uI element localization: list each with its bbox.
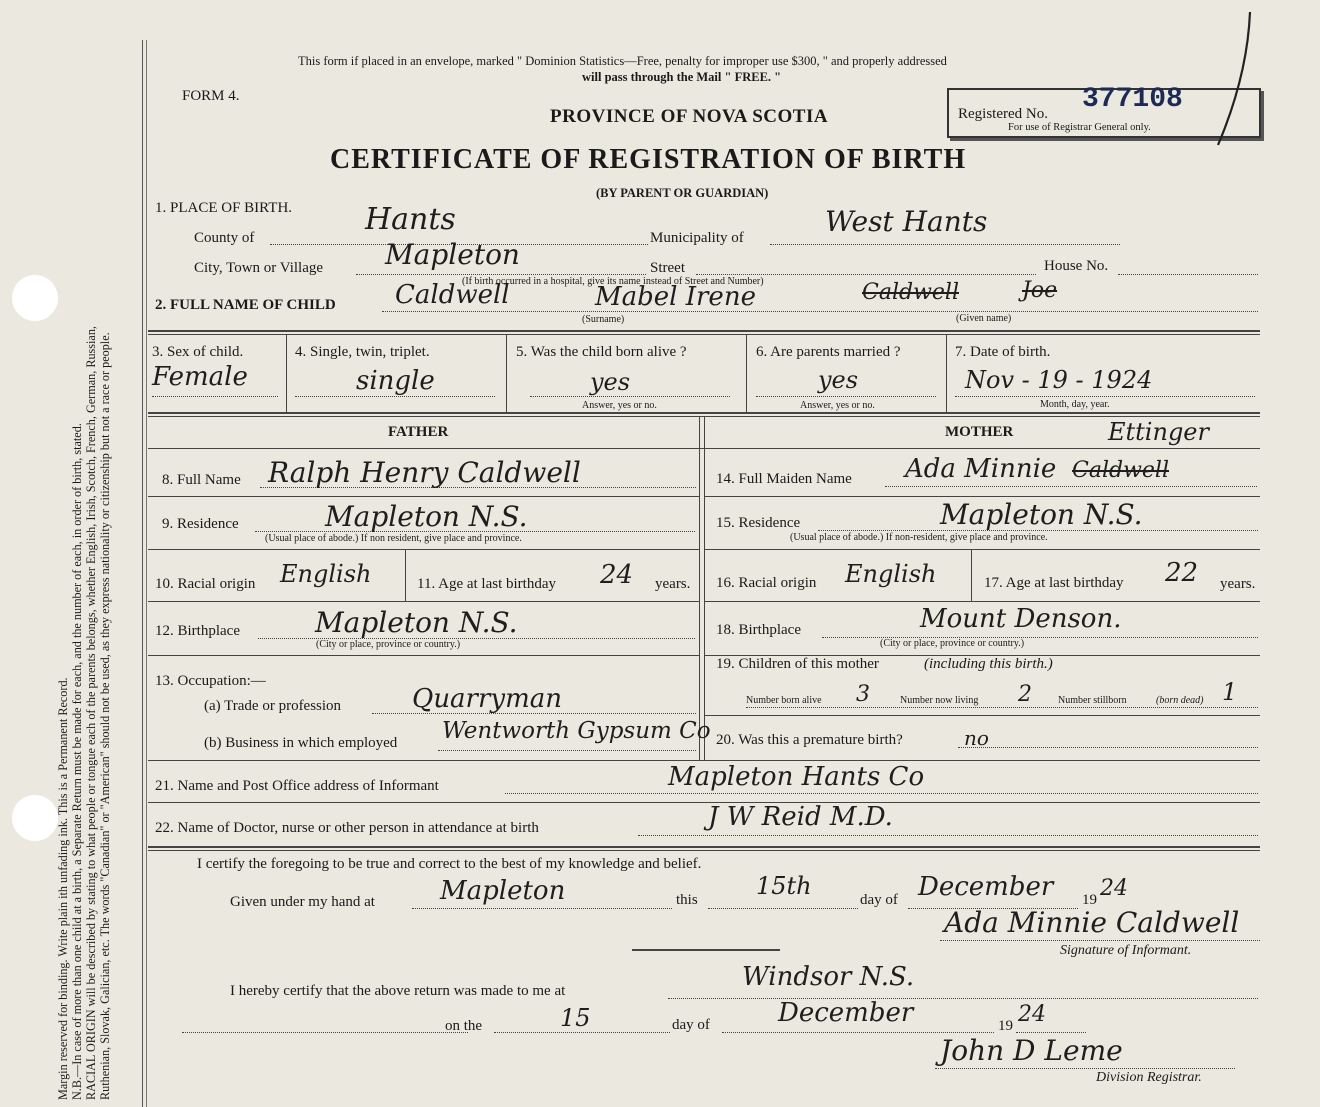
certificate-subtitle: (BY PARENT OR GUARDIAN)	[596, 186, 769, 200]
binding-hole-bottom	[12, 795, 58, 841]
father-age-divider	[405, 549, 406, 601]
margin-rule-inner	[146, 40, 147, 1107]
father-years: years.	[655, 576, 691, 592]
year2-rule	[1016, 1032, 1086, 1033]
stillborn-label: Number stillborn	[1058, 695, 1127, 706]
father-racial-label: 10. Racial origin	[155, 576, 256, 592]
mother-age-divider	[971, 549, 972, 601]
mother-birthplace: Mount Denson.	[920, 604, 1122, 634]
certificate-title: CERTIFICATE OF REGISTRATION OF BIRTH	[330, 144, 967, 175]
mother-maiden-note: Ettinger	[1108, 418, 1209, 446]
margin-line-1: Margin reserved for binding. Write plain ith unfading ink. This is a Permanent Record.	[56, 677, 70, 1100]
binding-hole-top	[12, 275, 58, 321]
father-residence-label: 9. Residence	[162, 516, 239, 532]
year2-value: 24	[1018, 1002, 1046, 1027]
municipality-value: West Hants	[825, 205, 988, 238]
city-rule	[356, 274, 646, 275]
sex-value: Female	[152, 362, 248, 392]
row3-divider-4	[946, 334, 947, 412]
stillborn-value: 1	[1222, 678, 1238, 706]
mother-residence-label: 15. Residence	[716, 515, 801, 531]
row3-divider-1	[286, 334, 287, 412]
county-value: Hants	[365, 202, 456, 237]
month2-value: December	[778, 998, 914, 1028]
given-note: (Given name)	[956, 313, 1012, 324]
child-surname: Caldwell	[395, 280, 510, 310]
father-birthplace-label: 12. Birthplace	[155, 623, 240, 639]
month-value: December	[918, 872, 1054, 902]
row3-divider-3	[746, 334, 747, 412]
pen-stroke-mark	[1210, 10, 1260, 150]
child-name-label: 2. FULL NAME OF CHILD	[155, 297, 336, 313]
street-label: Street	[650, 260, 685, 276]
twin-value: single	[356, 366, 435, 396]
mother-residence-note: (Usual place of abode.) If non-resident, give place and province.	[790, 532, 1048, 543]
mother-racial: English	[845, 560, 937, 588]
born-alive-value: 3	[856, 682, 870, 707]
parents-divider-a	[699, 416, 700, 760]
rule-informant	[148, 802, 1260, 803]
living-value: 2	[1018, 682, 1032, 707]
sex-label: 3. Sex of child.	[152, 344, 244, 360]
mother-name-struck: Caldwell	[1072, 458, 1169, 483]
on-the-lead-rule	[182, 1032, 468, 1033]
day-of2-label: day of	[672, 1017, 710, 1033]
twin-rule	[295, 396, 495, 397]
doctor-label: 22. Name of Doctor, nurse or other person in attendance at birth	[155, 820, 539, 836]
father-racial: English	[280, 560, 372, 588]
registrar-rule	[935, 1068, 1235, 1069]
child-struck-short: Joe	[1022, 278, 1058, 303]
informant-signature: Ada Minnie Caldwell	[944, 906, 1240, 939]
mail-note-1: This form if placed in an envelope, marked " Dominion Statistics—Free, penalty for improper use $300, " and properly addressed	[298, 54, 947, 68]
day2-value: 15	[560, 1004, 591, 1032]
registrar-note: For use of Registrar General only.	[1008, 122, 1151, 133]
business-rule	[438, 750, 696, 751]
mother-name: Ada Minnie	[905, 454, 1057, 484]
mother-age-label: 17. Age at last birthday	[984, 575, 1124, 591]
mother-birthplace-label: 18. Birthplace	[716, 622, 801, 638]
margin-line-2: N.B.—In case of more than one child at a birth, a Separate Return must be made for each, and the number of each, in order of birth, stated.	[70, 423, 84, 1100]
year-prefix2: 19	[998, 1018, 1013, 1034]
row3-divider-2	[506, 334, 507, 412]
child-struck-name: Caldwell	[862, 280, 959, 305]
business-value: Wentworth Gypsum Co	[442, 718, 711, 744]
registrar-signature: John D Leme	[940, 1034, 1123, 1067]
rule-row3-top	[148, 330, 1260, 332]
day2-rule	[494, 1032, 670, 1033]
rule-mother-5	[704, 715, 1260, 716]
surname-note: (Surname)	[582, 314, 625, 325]
child-given-name: Mabel Irene	[595, 282, 756, 312]
house-rule	[1118, 274, 1258, 275]
child-name-rule	[382, 311, 1258, 312]
mother-years: years.	[1220, 576, 1256, 592]
alive-note: Answer, yes or no.	[582, 400, 657, 411]
rule-row3-bottom	[148, 412, 1260, 414]
living-label: Number now living	[900, 695, 979, 706]
married-rule	[756, 396, 936, 397]
informant-value: Mapleton Hants Co	[668, 762, 925, 792]
rule-certify-top	[148, 846, 1260, 848]
twin-label: 4. Single, twin, triplet.	[295, 344, 430, 360]
given-label: Given under my hand at	[230, 894, 375, 910]
dob-label: 7. Date of birth.	[955, 344, 1051, 360]
rule-parents-heading	[148, 448, 1260, 449]
mother-heading: MOTHER	[945, 424, 1014, 440]
doctor-rule	[638, 835, 1258, 836]
father-age-label: 11. Age at last birthday	[417, 576, 556, 592]
married-label: 6. Are parents married ?	[756, 344, 901, 360]
sex-rule	[152, 396, 278, 397]
parents-divider-b	[704, 416, 705, 760]
rule-mother-1	[704, 496, 1260, 497]
rule-father-1	[148, 496, 700, 497]
margin-line-3: RACIAL ORIGIN will be described by stating to what people or tongue each of the parents belongs, whether English, Irish, Scotch, French, German, Russian,	[84, 326, 98, 1100]
rule-father-3	[148, 601, 700, 602]
father-age: 24	[600, 560, 634, 590]
return-place-rule	[668, 998, 1258, 999]
county-label: County of	[194, 230, 255, 246]
this-label: this	[676, 892, 698, 908]
registered-label: Registered No.	[958, 106, 1048, 122]
mother-name-label: 14. Full Maiden Name	[716, 471, 852, 487]
on-the-label: on the	[445, 1018, 483, 1034]
father-heading: FATHER	[388, 424, 449, 440]
city-value: Mapleton	[385, 238, 520, 271]
given-place-rule	[412, 908, 672, 909]
rule-separator	[632, 949, 780, 951]
margin-instructions	[56, 40, 112, 1100]
day-value: 15th	[756, 872, 812, 900]
alive-rule	[530, 396, 730, 397]
signature-rule	[940, 940, 1260, 941]
father-birthplace: Mapleton N.S.	[315, 606, 518, 639]
business-label: (b) Business in which employed	[204, 735, 398, 751]
return-place: Windsor N.S.	[742, 962, 915, 992]
trade-label: (a) Trade or profession	[204, 698, 342, 714]
mother-birthplace-note: (City or place, province or country.)	[880, 638, 1025, 649]
mail-note-2: will pass through the Mail " FREE. "	[582, 70, 782, 84]
doctor-value: J W Reid M.D.	[708, 802, 893, 832]
occupation-label: 13. Occupation:—	[155, 673, 266, 689]
trade-value: Quarryman	[412, 684, 563, 714]
rule-father-2	[148, 549, 700, 550]
born-alive-label: Number born alive	[746, 695, 822, 706]
day-of-label: day of	[860, 892, 898, 908]
hospital-note: (If birth occurred in a hospital, give its name instead of Street and Number)	[462, 276, 764, 287]
registered-number: 377108	[1082, 84, 1183, 115]
year-prefix: 19	[1082, 892, 1097, 908]
mother-name-rule	[885, 486, 1257, 487]
premature-rule	[958, 747, 1258, 748]
children-label: 19. Children of this mother	[716, 656, 879, 672]
year-value: 24	[1100, 876, 1128, 901]
father-name: Ralph Henry Caldwell	[268, 456, 581, 489]
province-heading: PROVINCE OF NOVA SCOTIA	[550, 106, 829, 127]
premature-label: 20. Was this a premature birth?	[716, 732, 903, 748]
children-note: (including this birth.)	[924, 656, 1053, 672]
father-name-label: 8. Full Name	[162, 472, 241, 488]
father-residence-note: (Usual place of abode.) If non resident, give place and province.	[265, 533, 522, 544]
day-rule	[708, 908, 858, 909]
rule-mother-3	[704, 601, 1260, 602]
mother-residence: Mapleton N.S.	[940, 498, 1143, 531]
children-rule	[746, 707, 1258, 708]
dob-rule	[955, 396, 1255, 397]
informant-rule	[505, 793, 1258, 794]
alive-value: yes	[590, 368, 631, 396]
place-label: 1. PLACE OF BIRTH.	[155, 200, 293, 216]
dob-note: Month, day, year.	[1040, 399, 1110, 410]
rule-father-4	[148, 655, 700, 656]
rule-certify-top-b	[148, 850, 1260, 851]
premature-value: no	[964, 726, 989, 750]
married-value: yes	[818, 366, 859, 394]
married-note: Answer, yes or no.	[800, 400, 875, 411]
month2-rule	[722, 1032, 994, 1033]
mother-age: 22	[1165, 558, 1199, 588]
rule-row3-top-b	[148, 334, 1260, 335]
municipality-rule	[770, 244, 1120, 245]
form-number: FORM 4.	[182, 88, 240, 104]
dob-value: Nov - 19 - 1924	[965, 366, 1153, 394]
street-rule	[696, 274, 1036, 275]
city-label: City, Town or Village	[194, 260, 324, 276]
alive-label: 5. Was the child born alive ?	[516, 344, 687, 360]
registrar-label: Division Registrar.	[1096, 1070, 1202, 1085]
signature-label: Signature of Informant.	[1060, 943, 1192, 958]
stillborn-note: (born dead)	[1156, 695, 1204, 706]
house-label: House No.	[1044, 258, 1109, 274]
certify-statement: I certify the foregoing to be true and correct to the best of my knowledge and belief.	[197, 856, 702, 872]
rule-mother-2	[704, 549, 1260, 550]
given-place: Mapleton	[440, 876, 566, 906]
return-label: I hereby certify that the above return was made to me at	[230, 983, 566, 999]
margin-rule	[142, 40, 143, 1107]
mother-racial-label: 16. Racial origin	[716, 575, 817, 591]
municipality-label: Municipality of	[650, 230, 744, 246]
rule-parents-bottom	[148, 760, 1260, 761]
informant-label: 21. Name and Post Office address of Informant	[155, 778, 439, 794]
father-birthplace-note: (City or place, province or country.)	[316, 639, 461, 650]
margin-line-4: Ruthenian, Slovak, Galician, etc. The words "Canadian" or "American" should not be used, as they express nationality or citizenship but not a race or people.	[98, 332, 112, 1100]
father-residence: Mapleton N.S.	[325, 500, 528, 533]
